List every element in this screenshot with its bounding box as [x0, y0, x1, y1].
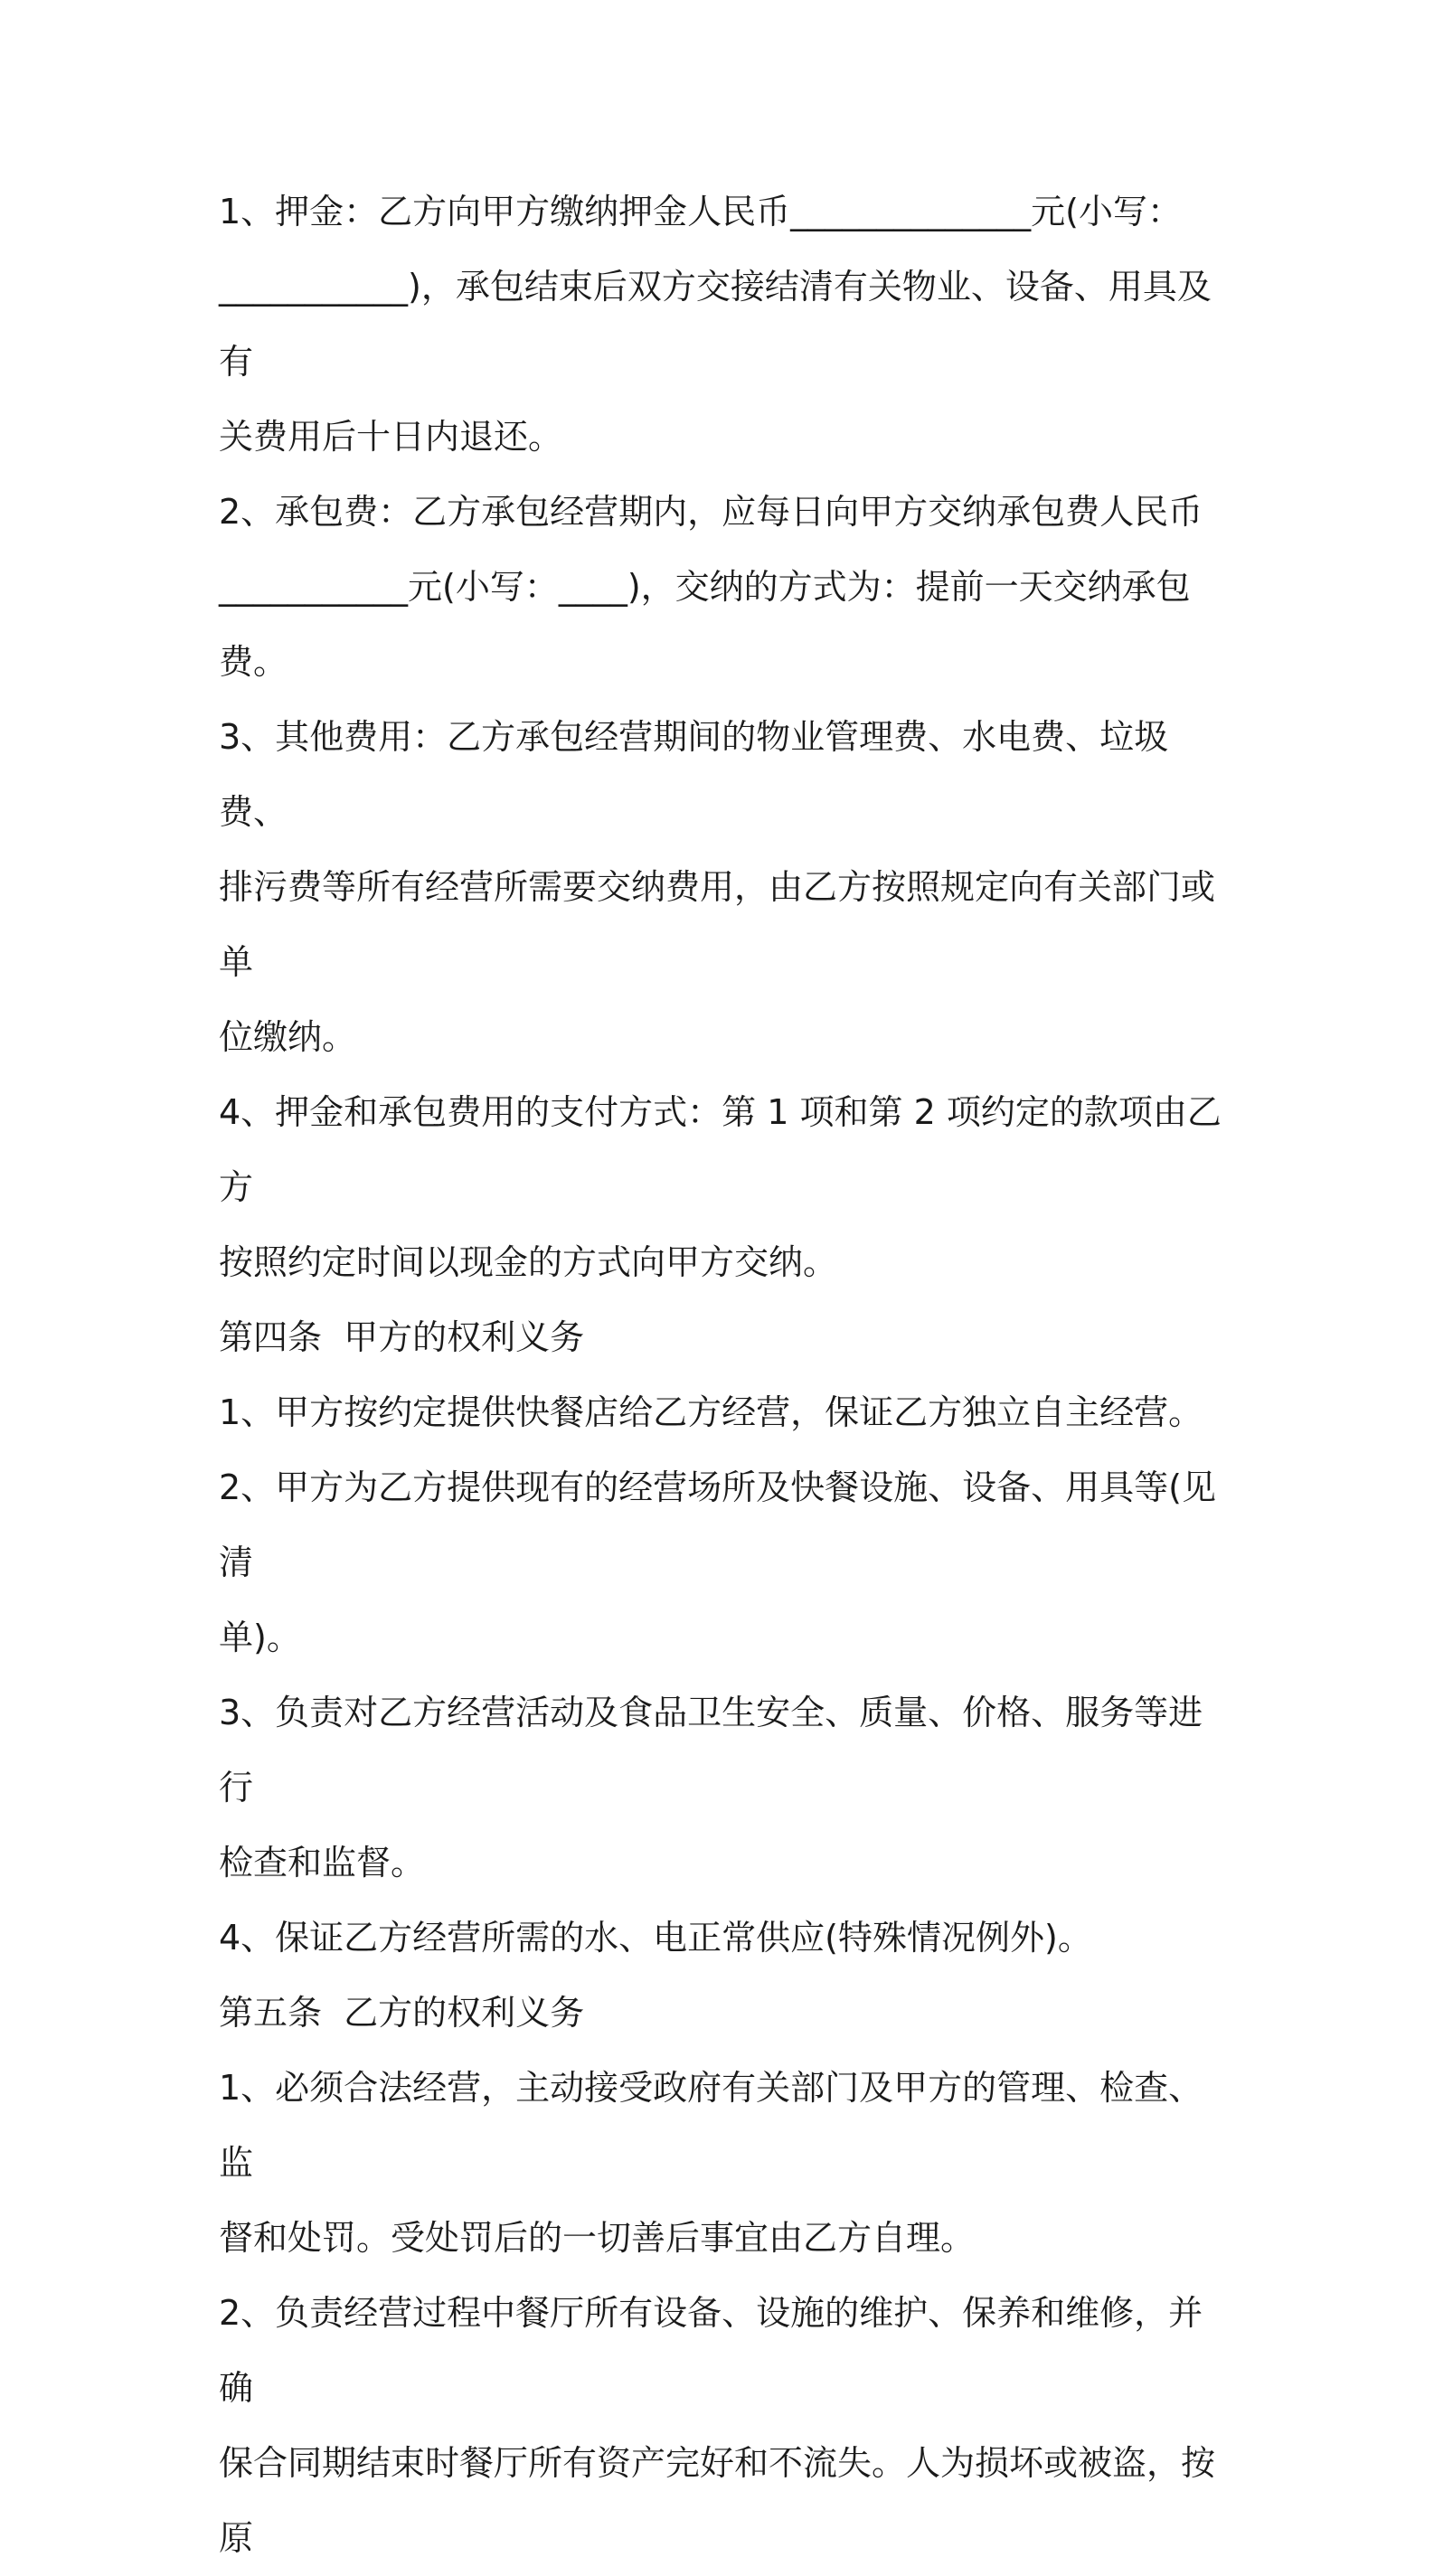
text-line: 2、承包费：乙方承包经营期内，应每日向甲方交纳承包费人民币: [219, 492, 1203, 532]
text-line: 保合同期结束时餐厅所有资产完好和不流失。人为损坏或被盗，按原: [219, 2443, 1216, 2558]
text-line: 1、甲方按约定提供快餐店给乙方经营，保证乙方独立自主经营。: [219, 1392, 1203, 1432]
text-line: 按照约定时间以现金的方式向甲方交纳。: [219, 1242, 838, 1282]
text-line: 1、押金：乙方向甲方缴纳押金人民币______________元(小写：: [219, 192, 1183, 231]
text-line: 位缴纳。: [219, 1017, 357, 1057]
text-line: 检查和监督。: [219, 1843, 426, 1882]
text-line: ___________)，承包结束后双方交接结清有关物业、设备、用具及有: [219, 267, 1212, 382]
text-line: 3、其他费用：乙方承包经营期间的物业管理费、水电费、垃圾费、: [219, 717, 1169, 832]
text-line: 关费用后十日内退还。: [219, 417, 563, 457]
text-line: 2、负责经营过程中餐厅所有设备、设施的维护、保养和维修，并确: [219, 2293, 1203, 2408]
document-body: [219, 175, 1231, 2576]
text-line: ___________元(小写：____)，交纳的方式为：提前一天交纳承包费。: [219, 567, 1191, 682]
text-line: 排污费等所有经营所需要交纳费用，由乙方按照规定向有关部门或单: [219, 867, 1216, 982]
text-line: 3、负责对乙方经营活动及食品卫生安全、质量、价格、服务等进行: [219, 1693, 1203, 1807]
text-line: 督和处罚。受处罚后的一切善后事宜由乙方自理。: [219, 2218, 976, 2258]
section-heading: 第五条 乙方的权利义务: [219, 1993, 585, 2033]
text-line: 2、甲方为乙方提供现有的经营场所及快餐设施、设备、用具等(见清: [219, 1467, 1217, 1582]
text-line: 4、保证乙方经营所需的水、电正常供应(特殊情况例外)。: [219, 1918, 1092, 1958]
text-line: 单)。: [219, 1618, 301, 1657]
text-line: 4、押金和承包费用的支付方式：第 1 项和第 2 项约定的款项由乙方: [219, 1092, 1222, 1207]
text-line: 1、必须合法经营，主动接受政府有关部门及甲方的管理、检查、监: [219, 2068, 1203, 2183]
section-heading: 第四条 甲方的权利义务: [219, 1317, 585, 1357]
